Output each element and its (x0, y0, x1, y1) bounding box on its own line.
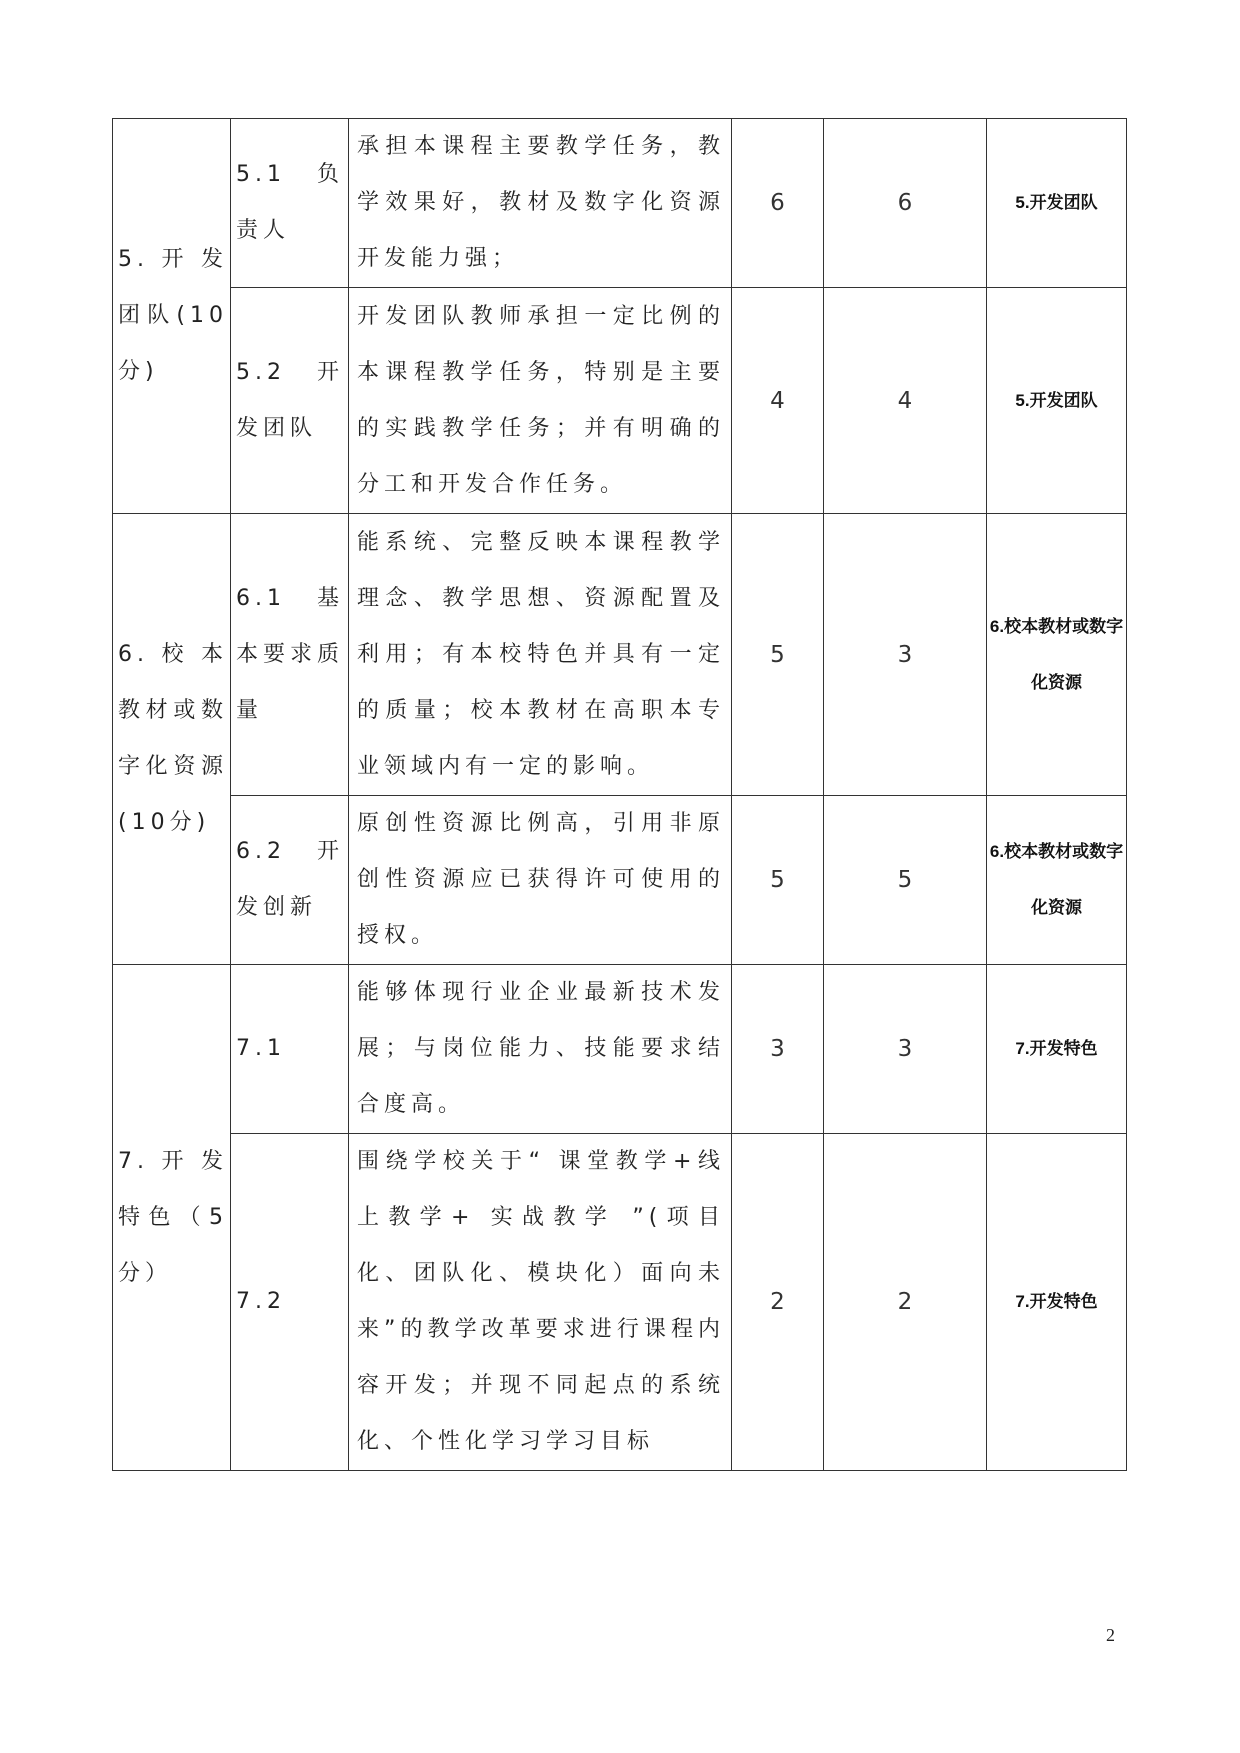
table-row (113, 796, 1127, 965)
dimension-tag: 6.校本教材或数字化资源 (989, 842, 1124, 917)
item-cell (231, 1134, 349, 1471)
criteria-text: 开发团队教师承担一定比例的本课程教学任务，特别是主要的实践教学任务；并有明确的分工和开发合作任务。 (357, 303, 725, 497)
criteria-text: 承担本课程主要教学任务，教学效果好，教材及数字化资源开发能力强； (357, 134, 725, 271)
dimension-tag: 7.开发特色 (1015, 1292, 1098, 1311)
tag-cell (987, 288, 1127, 514)
criteria-cell (349, 1134, 732, 1471)
item-cell (231, 288, 349, 514)
tag-cell (987, 514, 1127, 796)
table-row (113, 514, 1127, 796)
criteria-text: 能系统、完整反映本课程教学理念、教学思想、资源配置及利用；有本校特色并具有一定的质量；校本教材在高职本专业领域内有一定的影响。 (357, 529, 725, 779)
max-score-cell: 4 (732, 288, 824, 514)
criteria-cell (349, 796, 732, 965)
item-cell (231, 796, 349, 965)
item-label: 5.2 开发团队 (236, 359, 344, 441)
criteria-text: 能够体现行业企业最新技术发展；与岗位能力、技能要求结合度高。 (357, 980, 725, 1117)
tag-cell (987, 119, 1127, 288)
max-score-cell: 5 (732, 514, 824, 796)
criteria-cell (349, 119, 732, 288)
max-score-cell: 3 (732, 965, 824, 1134)
max-score-cell: 5 (732, 796, 824, 965)
tag-cell (987, 796, 1127, 965)
item-label: 7.1 (236, 1036, 286, 1061)
category-label: 7.开发特色（5分） (118, 1148, 228, 1286)
self-score-cell: 2 (824, 1134, 987, 1471)
item-label: 6.1 基本要求质量 (236, 585, 345, 723)
category-cell (113, 514, 231, 965)
max-score-cell: 6 (732, 119, 824, 288)
table-row (113, 965, 1127, 1134)
self-score-cell: 5 (824, 796, 987, 965)
dimension-tag: 5.开发团队 (1015, 193, 1098, 212)
item-label: 5.1 负责人 (236, 162, 344, 243)
page-number: 2 (1106, 1625, 1115, 1645)
category-cell (113, 119, 231, 514)
dimension-tag: 5.开发团队 (1015, 390, 1098, 410)
tag-cell (987, 965, 1127, 1134)
criteria-text: 原创性资源比例高，引用非原创性资源应已获得许可使用的授权。 (357, 811, 725, 948)
tag-cell (987, 1134, 1127, 1471)
self-score-cell: 3 (824, 965, 987, 1134)
criteria-text: 围绕学校关于“ 课堂教学+线上教学+ 实战教学 ”(项目化、团队化、模块化）面向未来”的教学改革要求进行课程内容开发；并现不同起点的系统化、个性化学习学习目标 (357, 1149, 725, 1454)
item-label: 7.2 (236, 1289, 286, 1314)
item-cell (231, 514, 349, 796)
dimension-tag: 6.校本教材或数字化资源 (989, 616, 1124, 692)
category-label: 5.开发团队(10分) (118, 247, 228, 384)
category-cell (113, 965, 231, 1471)
evaluation-table (112, 118, 1127, 1471)
self-score-cell: 6 (824, 119, 987, 288)
criteria-cell (349, 965, 732, 1134)
self-score-cell: 3 (824, 514, 987, 796)
category-label: 6.校本教材或数字化资源(10分) (118, 642, 228, 835)
table-row (113, 288, 1127, 514)
item-cell (231, 119, 349, 288)
table-row (113, 119, 1127, 288)
criteria-cell (349, 514, 732, 796)
criteria-cell (349, 288, 732, 514)
item-label: 6.2 开发创新 (236, 839, 344, 920)
item-cell (231, 965, 349, 1134)
self-score-cell: 4 (824, 288, 987, 514)
dimension-tag: 7.开发特色 (1015, 1039, 1098, 1058)
max-score-cell: 2 (732, 1134, 824, 1471)
table-row (113, 1134, 1127, 1471)
